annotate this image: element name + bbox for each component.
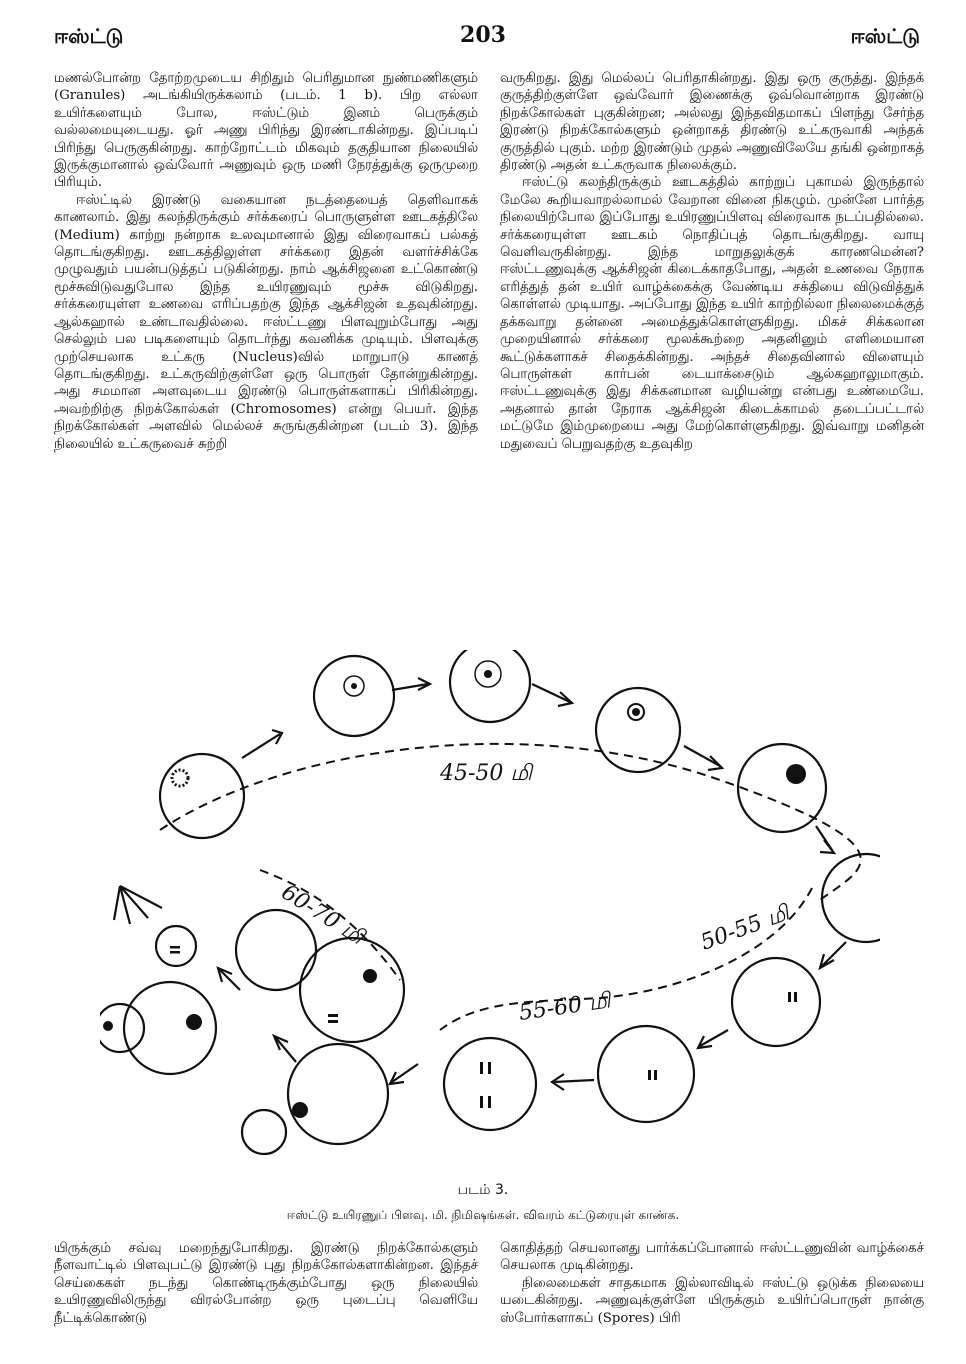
bottom-right-column [500,1240,924,1327]
right-column [500,70,924,453]
cell [598,1026,694,1122]
running-header-right: ஈஸ்ட்டு [850,24,920,48]
paragraph: வருகிறது. இது மெல்லப் பெரிதாகின்றது. இது ஒரு குருத்து. இந்தக் குருத்திற்குள்ளே ஒவ்வோர் இணைக்கு ஒவ்வொன்றாக இரண்டு நிறக்கோல்கள் புகுகின்றன; அல்லது இந்தவிதமாகப் பிளந்து சேர்ந்த இரண்டு நிறக்கோல்களும் ஒன்றாகத் திரண்டு உட்கருவாகி அந்தக் குருத்தில் புகும். மற்ற இரண்டும் முதல் அணுவிலேயே தங்கி ஒன்றாகத் திரண்டு அதன் உட்கருவாக நிலைக்கும். [500,71,924,174]
cell [242,1110,286,1154]
diagram-svg [100,650,880,1170]
left-column [54,70,478,453]
paragraph: நிலைமைகள் சாதகமாக இல்லாவிடில் ஈஸ்ட்டு ஒடுக்க நிலையை யடைகின்றது. அணுவுக்குள்ளே யிருக்கும் உயிர்ப்பொருள் நான்கு ஸ்போர்களாகப் (Spores) பிரி [500,1275,924,1326]
cell [822,854,880,942]
paragraph: கொதித்தற் செயலானது பார்க்கப்போனால் ஈஸ்ட்டணுவின் வாழ்க்கைச் செயலாக முடிகின்றது. [500,1241,924,1274]
cell [236,910,316,990]
cell [160,754,244,838]
cell [288,1044,388,1144]
cell [596,688,680,772]
interval-label: 45-50 மி [440,761,533,786]
cell [444,1038,536,1130]
bottom-left-column [54,1240,478,1327]
cell [738,744,826,832]
paragraph: ஈஸ்ட்டில் இரண்டு வகையான நடத்தையைத் தெளிவாகக் காணலாம். இது கலந்திருக்கும் சர்க்கரைப் பொருளுள்ள ஊடகத்திலே (Medium) காற்று நன்றாக உலவுமானால் இது விரைவாகப் பல்கத் தொடங்குகிறது. ஊடகத்திலுள்ள சர்க்கரை இதன் வளர்ச்சிக்கே முழுவதும் பயன்படுத்தப் படுகின்றது. நாம் ஆக்சிஜனை உட்கொண்டு மூச்சுவிடுவதுபோல இந்த உயிரணுவும் மூச்சு விடுகிறது. சர்க்கரையுள்ள உணவை எரிப்பதற்கு இந்த ஆக்சிஜன் உதவுகின்றது. ஆல்கஹால் உண்டாவதில்லை. ஈஸ்ட்டணு பிளவுறும்போது அது செல்லும் பல படிகளையும் தொடர்ந்து கவனிக்க முடியும். பிளவுக்கு முற்செயலாக உட்கரு (Nucleus)வில் மாறுபாடு காணத் தொடங்குகிறது. உட்கருவிற்குள்ளே ஒரு பொருள் தோன்றுகின்றது. அது சமமான அளவுடைய இரண்டு பொருள்களாகப் பிரிகின்றது. அவற்றிற்கு நிறக்கோல்கள் (Chromosomes) என்று பெயர். இந்த நிறக்கோல்கள் அளவில் மெல்லச் சுருங்குகின்றன (படம் 3). இந்த நிலையில் உட்கருவைச் சுற்றி [54,192,478,452]
paragraph: ஈஸ்ட்டு கலந்திருக்கும் ஊடகத்தில் காற்றுப் புகாமல் இருந்தால் மேலே கூறியவாறல்லாமல் வேறான வினை நிகழும். முன்னே பார்த்த நிலையிற்போல இப்போது உயிரணுப்பிளவு விரைவாக நடப்பதில்லை. சர்க்கரையுள்ள ஊடகம் நொதிப்புத் தொடங்குகிறது. வாயு வெளிவருகின்றது. இந்த மாறுதலுக்குக் காரணமென்ன? ஈஸ்ட்டணுவுக்கு ஆக்சிஜன் கிடைக்காதபோது, அதன் உணவை நேராக எரித்துத் தன் உயிர் வாழ்க்கைக்கு வேண்டிய சக்தியை விடுவித்துக் கொள்ளல் முடியாது. அப்போது இந்த உயிர் காற்றில்லா நிலைமைக்குத் தக்கவாறு தன்னை அமைத்துக்கொள்ளுகிறது. மிகச் சிக்கலான முறையினால் சர்க்கரை மூலக்கூற்றை அதனினும் எளிமையான கூட்டுக்களாகச் சிதைக்கின்றது. அந்தச் சிதைவினால் விளையும் பொருள்கள் கார்பன் டையாக்சைடும் ஆல்கஹாலுமாகும். ஈஸ்ட்டணுவுக்கு இது சிக்கனமான வழியன்று என்பது உண்மையே. அதனால் தான் நேராக ஆக்சிஜன் கிடைக்காமல் தடைப்பட்டால் மட்டுமே இம்முறையை அது மேற்கொள்ளுகிறது. இவ்வாறு மனிதன் மதுவைப் பெறுவதற்கு உதவுகிற [500,175,924,452]
yeast-cell-division-diagram [100,650,880,1170]
figure-caption: ஈஸ்ட்டு உயிரணுப் பிளவு. மி. நிமிஷங்கள். விவரம் கட்டுரையுள் காண்க. [286,1208,680,1222]
paragraph: யிருக்கும் சவ்வு மறைந்துபோகிறது. இரண்டு நிறக்கோல்களும் நீளவாட்டில் பிளவுபட்டு இரண்டு புது நிறக்கோல்களாகின்றன. இந்தச் செய்கைகள் நடந்து கொண்டிருக்கும்போது ஒரு நிலையில் உயிரணுவிலிருந்து விரல்போன்ற ஒரு புடைப்பு வெளியே நீட்டிக்கொண்டு [54,1241,478,1326]
cell [124,982,216,1074]
running-header-left: ஈஸ்ட்டு [54,24,124,48]
cell [732,958,820,1046]
figure-number: படம் 3. [457,1182,509,1198]
paragraph: மணல்போன்ற தோற்றமுடைய சிறிதும் பெரிதுமான நுண்மணிகளும் (Granules) அடங்கியிருக்கலாம் (படம். 1 b). பிற எல்லா உயிர்களையும் போல, ஈஸ்ட்டும் இனம் பெருக்கும் வல்லமையுடையது. ஓர் அணு பிரிந்து இரண்டாகின்றது. இப்படிப் பிரிந்து பெருகுகின்றது. காற்றோட்டம் மிகவும் தகுதியான நிலையில் இருக்குமானால் ஒவ்வோர் அணுவும் ஒரு மணி நேரத்துக்கு ஒருமுறை பிரியும். [54,71,478,191]
page-number: 203 [460,22,506,48]
interval-label: 50-55 மி [697,900,793,956]
interval-label: 60-70 மி [276,879,369,950]
interval-label: 55-60 மி [517,988,613,1026]
